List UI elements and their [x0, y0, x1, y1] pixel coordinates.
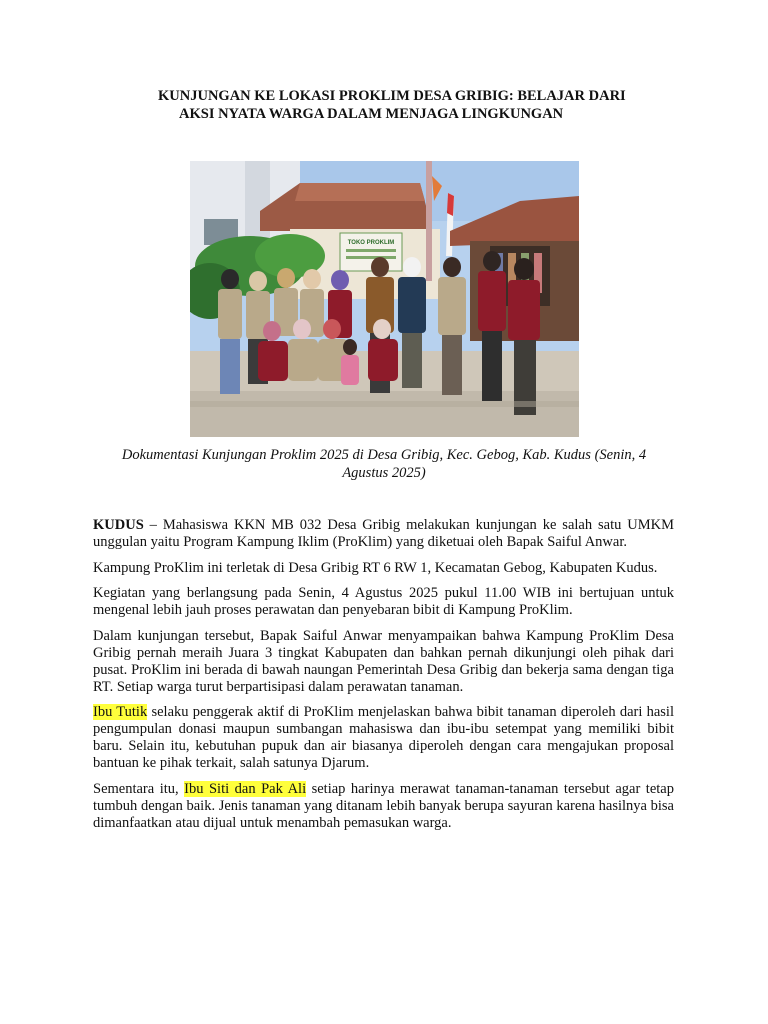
article-body [93, 517, 674, 840]
dateline: KUDUS [93, 517, 144, 533]
paragraph-1-text: – Mahasiswa KKN MB 032 Desa Gribig melakukan kunjungan ke salah satu UMKM unggulan yaitu Program Kampung Iklim (ProKlim) yang diketuai oleh Bapak Saiful Anwar. [93, 517, 674, 550]
proklim-sign-text: TOKO PROKLIM [347, 240, 395, 246]
paragraph-6 [93, 781, 674, 832]
caption-line-2: Agustus 2025) [342, 464, 426, 481]
paragraph-4: Dalam kunjungan tersebut, Bapak Saiful Anwar menyampaikan bahwa Kampung ProKlim Desa Gribig pernah meraih Juara 3 tingkat Kabupaten dan bahkan pernah dikunjungi oleh pihak dari pusat. ProKlim ini berada di bawah naungan Pemerintah Desa Gribig dan bekerja sama dengan tiga RT. Setiap warga turut berpartisipasi dalam perawatan tanaman. [93, 627, 674, 695]
paragraph-2: Kampung ProKlim ini terletak di Desa Gribig RT 6 RW 1, Kecamatan Gebog, Kabupaten Kudus. [93, 559, 658, 576]
paragraph-6-before: Sementara itu, [93, 780, 185, 797]
paragraph-6-text: setiap harinya merawat tanaman-tanaman tersebut agar tetap tumbuh dengan baik. Jenis tanaman yang ditanam lebih banyak berupa sayuran karena hasilnya bisa dimanfaatkan atau dijual untuk menambah pemasukan warga. [93, 780, 674, 831]
highlight-ibu-tutik: Ibu Tutik [93, 704, 148, 720]
caption-line-1: Dokumentasi Kunjungan Proklim 2025 di Desa Gribig, Kec. Gebog, Kab. Kudus (Senin, 4 [121, 447, 647, 463]
highlight-ibu-siti-pak-ali: Ibu Siti dan Pak Ali [184, 780, 307, 797]
paragraph-3: Kegiatan yang berlangsung pada Senin, 4 Agustus 2025 pukul 11.00 WIB ini bertujuan untuk mengenal lebih jauh proses perawatan dan penyebaran bibit di Kampung ProKlim. [93, 585, 674, 618]
title-line-1: KUNJUNGAN KE LOKASI PROKLIM DESA GRIBIG: BELAJAR DARI [158, 88, 626, 104]
group-photo [190, 161, 579, 437]
paragraph-5 [93, 704, 674, 772]
paragraph-1 [93, 517, 674, 551]
article-title [100, 87, 710, 123]
photo-caption [93, 447, 675, 482]
paragraph-5-text: selaku penggerak aktif di ProKlim menjelaskan bahwa bibit tanaman diperoleh dari hasil pengumpulan donasi maupun sumbangan mahasiswa dan ibu-ibu setempat yang memiliki bibit baru. Selain itu, kebutuhan pupuk dan air biasanya diperoleh dengan cara mengajukan proposal bantuan ke pihak terkait, salah satunya Djarum. [93, 704, 674, 771]
title-line-2: AKSI NYATA WARGA DALAM MENJAGA LINGKUNGAN [179, 106, 564, 122]
